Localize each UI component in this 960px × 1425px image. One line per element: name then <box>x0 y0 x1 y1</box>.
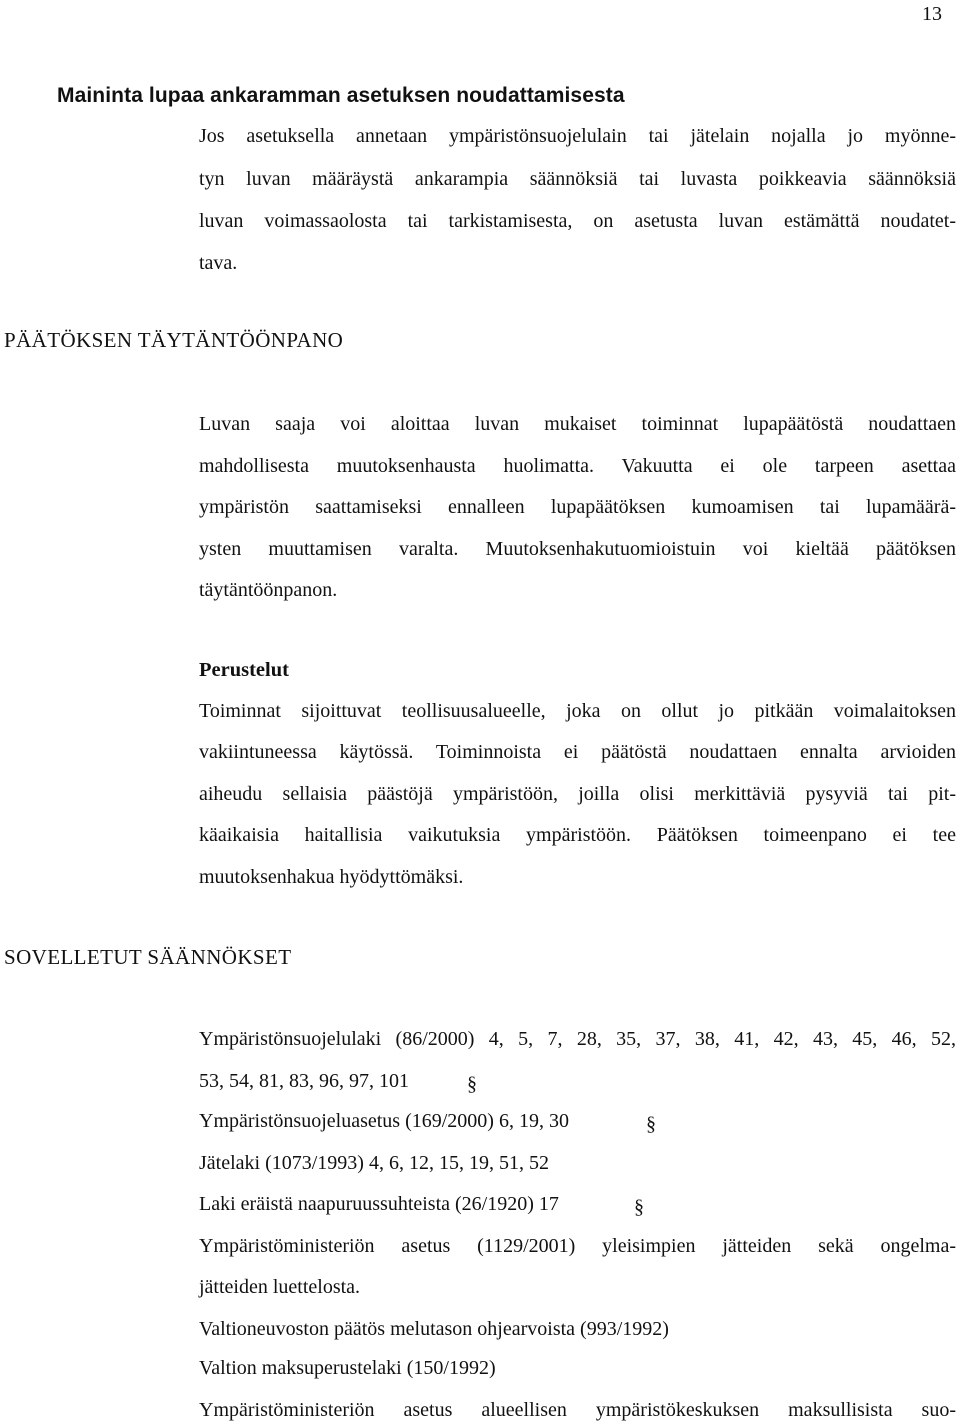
section-sign-2: § <box>646 1113 656 1135</box>
enforcement-heading: PÄÄTÖKSEN TÄYTÄNTÖÖNPANO <box>4 328 344 352</box>
reasons-line-2: vakiintuneessa käytössä. Toiminnoista ei päätöstä noudattaen ennalta arvioiden <box>199 741 956 763</box>
provision-line-9: Valtion maksuperustelaki (150/1992) <box>199 1357 496 1379</box>
enforcement-line-1: Luvan saaja voi aloittaa luvan mukaiset toiminnat lupapäätöstä noudattaen <box>199 413 956 435</box>
reasons-line-3: aiheudu sellaisia päästöjä ympäristöön, joilla olisi merkittäviä pysyviä tai pit- <box>199 783 956 805</box>
enforcement-line-3: ympäristön saattamiseksi ennalleen lupapäätöksen kumoamisen tai lupamäärä- <box>199 496 956 518</box>
enforcement-line-5: täytäntöönpanon. <box>199 579 338 601</box>
provision-line-5: Laki eräistä naapuruussuhteista (26/1920) 17 <box>199 1193 559 1215</box>
provision-line-2: 53, 54, 81, 83, 96, 97, 101 <box>199 1070 409 1092</box>
reasons-subheading: Perustelut <box>199 659 289 681</box>
provisions-heading: SOVELLETUT SÄÄNNÖKSET <box>4 945 292 969</box>
mention-line-1: Jos asetuksella annetaan ympäristönsuojelulain tai jätelain nojalla jo myönne- <box>199 125 956 147</box>
provision-line-4: Jätelaki (1073/1993) 4, 6, 12, 15, 19, 51, 52 <box>199 1152 549 1174</box>
mention-line-3: luvan voimassaolosta tai tarkistamisesta, on asetusta luvan estämättä noudatet- <box>199 210 956 232</box>
section-sign-3: § <box>634 1196 644 1218</box>
reasons-line-4: käaikaisia haitallisia vaikutuksia ympäristöön. Päätöksen toimeenpano ei tee <box>199 824 956 846</box>
provision-line-1: Ympäristönsuojelulaki (86/2000) 4, 5, 7, 28, 35, 37, 38, 41, 42, 43, 45, 46, 52, <box>199 1028 956 1050</box>
enforcement-line-2: mahdollisesta muutoksenhausta huolimatta. Vakuutta ei ole tarpeen asettaa <box>199 455 956 477</box>
page-number: 13 <box>922 3 942 25</box>
section-sign-1: § <box>467 1073 477 1095</box>
provision-line-3: Ympäristönsuojeluasetus (169/2000) 6, 19, 30 <box>199 1110 569 1132</box>
enforcement-line-4: ysten muuttamisen varalta. Muutoksenhakutuomioistuin voi kieltää päätöksen <box>199 538 956 560</box>
mention-line-2: tyn luvan määräystä ankarampia säännöksiä tai luvasta poikkeavia säännöksiä <box>199 168 956 190</box>
mention-line-4: tava. <box>199 252 238 274</box>
provision-line-7: jätteiden luettelosta. <box>199 1276 361 1298</box>
reasons-line-5: muutoksenhakua hyödyttömäksi. <box>199 866 464 888</box>
provision-line-8: Valtioneuvoston päätös melutason ohjearvoista (993/1992) <box>199 1318 669 1340</box>
reasons-line-1: Toiminnat sijoittuvat teollisuusalueelle, joka on ollut jo pitkään voimalaitoksen <box>199 700 956 722</box>
mention-heading: Maininta lupaa ankaramman asetuksen noudattamisesta <box>57 84 625 107</box>
provision-line-6: Ympäristöministeriön asetus (1129/2001) yleisimpien jätteiden sekä ongelma- <box>199 1235 956 1257</box>
provision-line-10: Ympäristöministeriön asetus alueellisen ympäristökeskuksen maksullisista suo- <box>199 1399 956 1421</box>
